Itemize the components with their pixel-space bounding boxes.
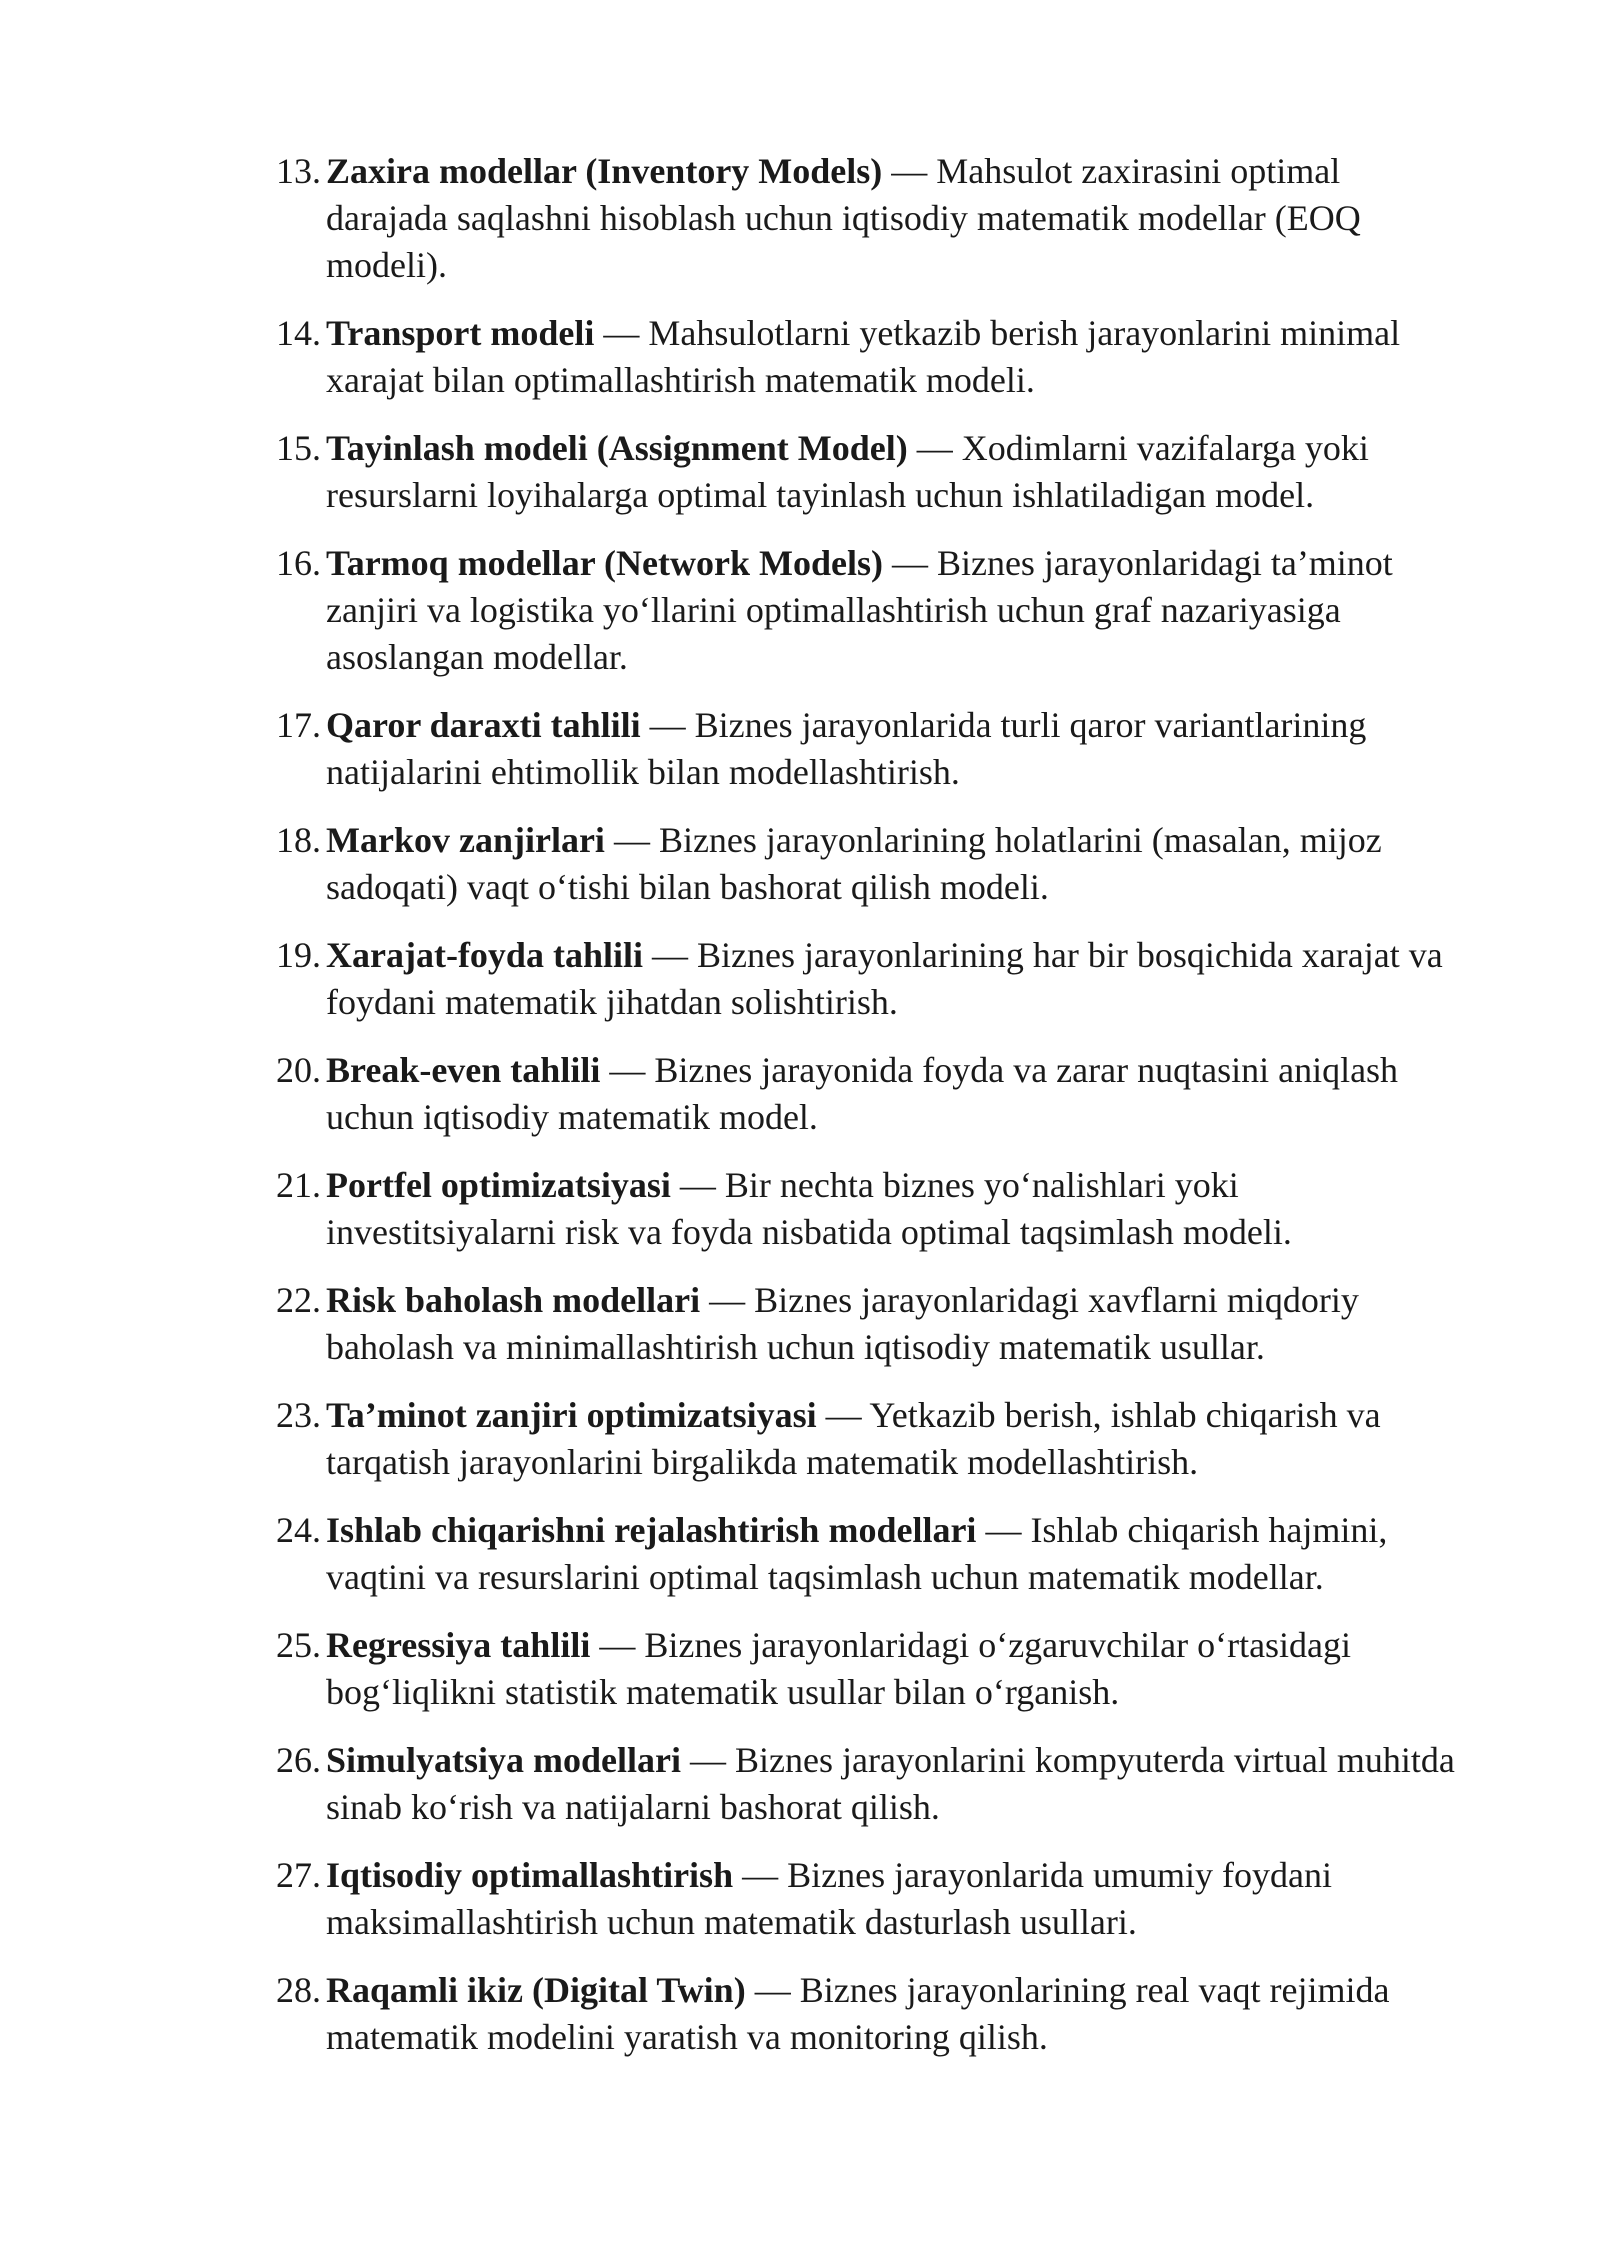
item-number: 15. (276, 428, 321, 468)
item-body (326, 817, 1466, 911)
item-number: 21. (276, 1165, 321, 1205)
item-term: Ishlab chiqarishni rejalashtirish modellari (326, 1510, 977, 1550)
item-number: 18. (276, 820, 321, 860)
item-term: Ta’minot zanjiri optimizatsiyasi (326, 1395, 817, 1435)
item-term: Regressiya tahlili (326, 1625, 591, 1665)
item-term: Qaror daraxti tahlili (326, 705, 641, 745)
item-description: — Biznes jarayonlaridagi o‘zgaruvchilar o‘rtasidagi bog‘liqlikni statistik matematik usullar bilan o‘rganish. (326, 1625, 1352, 1712)
item-description: — Ishlab chiqarish hajmini, vaqtini va resurslarini optimal taqsimlash uchun matematik modellar. (326, 1510, 1388, 1597)
item-description: — Biznes jarayonlarining real vaqt rejimida matematik modelini yaratish va monitoring qilish. (326, 1970, 1390, 2057)
item-body (326, 310, 1466, 404)
item-body (326, 425, 1466, 519)
list-item (276, 1852, 1466, 1946)
item-description: — Biznes jarayonlarida umumiy foydani maksimallashtirish uchun matematik dasturlash usullari. (326, 1855, 1332, 1942)
item-description: — Yetkazib berish, ishlab chiqarish va tarqatish jarayonlarini birgalikda matematik modellashtirish. (326, 1395, 1381, 1482)
item-body (326, 1967, 1466, 2061)
item-number: 16. (276, 543, 321, 583)
item-term: Tarmoq modellar (Network Models) (326, 543, 883, 583)
item-number: 26. (276, 1740, 321, 1780)
item-body (326, 1622, 1466, 1716)
list-item (276, 425, 1466, 519)
item-term: Break-even tahlili (326, 1050, 601, 1090)
list-item (276, 1392, 1466, 1486)
item-number: 20. (276, 1050, 321, 1090)
item-term: Transport modeli (326, 313, 595, 353)
list-item (276, 932, 1466, 1026)
item-body (326, 1392, 1466, 1486)
numbered-list (276, 148, 1466, 2082)
item-number: 17. (276, 705, 321, 745)
list-item (276, 1277, 1466, 1371)
item-number: 19. (276, 935, 321, 975)
item-description: — Biznes jarayonlarining holatlarini (masalan, mijoz sadoqati) vaqt o‘tishi bilan bashorat qilish modeli. (326, 820, 1382, 907)
item-body (326, 1507, 1466, 1601)
list-item (276, 1162, 1466, 1256)
item-number: 28. (276, 1970, 321, 2010)
item-description: — Biznes jarayonlaridagi xavflarni miqdoriy baholash va minimallashtirish uchun iqtisodiy matematik usullar. (326, 1280, 1359, 1367)
list-item (276, 702, 1466, 796)
item-body (326, 1277, 1466, 1371)
item-description: — Biznes jarayonlarini kompyuterda virtual muhitda sinab ko‘rish va natijalarni bashorat qilish. (326, 1740, 1455, 1827)
item-term: Zaxira modellar (Inventory Models) (326, 151, 883, 191)
item-term: Simulyatsiya modellari (326, 1740, 682, 1780)
list-item (276, 817, 1466, 911)
item-number: 24. (276, 1510, 321, 1550)
item-description: — Mahsulot zaxirasini optimal darajada saqlashni hisoblash uchun iqtisodiy matematik modellar (EOQ modeli). (326, 151, 1361, 285)
item-number: 13. (276, 151, 321, 191)
item-description: — Biznes jarayonlarining har bir bosqichida xarajat va foydani matematik jihatdan solishtirish. (326, 935, 1443, 1022)
list-item (276, 310, 1466, 404)
item-term: Raqamli ikiz (Digital Twin) (326, 1970, 746, 2010)
item-number: 22. (276, 1280, 321, 1320)
item-term: Xarajat-foyda tahlili (326, 935, 643, 975)
list-item (276, 1622, 1466, 1716)
list-item (276, 148, 1466, 289)
item-body (326, 1162, 1466, 1256)
item-description: — Xodimlarni vazifalarga yoki resurslarni loyihalarga optimal tayinlash uchun ishlatiladigan model. (326, 428, 1369, 515)
item-body (326, 1737, 1466, 1831)
item-term: Markov zanjirlari (326, 820, 605, 860)
item-term: Iqtisodiy optimallashtirish (326, 1855, 734, 1895)
item-term: Risk baholash modellari (326, 1280, 701, 1320)
list-item (276, 540, 1466, 681)
item-number: 23. (276, 1395, 321, 1435)
list-item (276, 1507, 1466, 1601)
item-description: — Biznes jarayonlarida turli qaror variantlarining natijalarini ehtimollik bilan modellashtirish. (326, 705, 1367, 792)
item-body (326, 932, 1466, 1026)
item-description: — Mahsulotlarni yetkazib berish jarayonlarini minimal xarajat bilan optimallashtirish matematik modeli. (326, 313, 1401, 400)
item-description: — Biznes jarayonlaridagi ta’minot zanjiri va logistika yo‘llarini optimallashtirish uchun graf nazariyasiga asoslangan modellar. (326, 543, 1393, 677)
item-term: Tayinlash modeli (Assignment Model) (326, 428, 908, 468)
item-body (326, 148, 1466, 289)
item-body (326, 1047, 1466, 1141)
list-item (276, 1047, 1466, 1141)
list-item (276, 1737, 1466, 1831)
item-description: — Biznes jarayonida foyda va zarar nuqtasini aniqlash uchun iqtisodiy matematik model. (326, 1050, 1399, 1137)
list-item (276, 1967, 1466, 2061)
item-description: — Bir nechta biznes yo‘nalishlari yoki investitsiyalarni risk va foyda nisbatida optimal taqsimlash modeli. (326, 1165, 1292, 1252)
item-number: 27. (276, 1855, 321, 1895)
item-number: 25. (276, 1625, 321, 1665)
item-body (326, 702, 1466, 796)
item-term: Portfel optimizatsiyasi (326, 1165, 671, 1205)
item-body (326, 1852, 1466, 1946)
item-number: 14. (276, 313, 321, 353)
item-body (326, 540, 1466, 681)
